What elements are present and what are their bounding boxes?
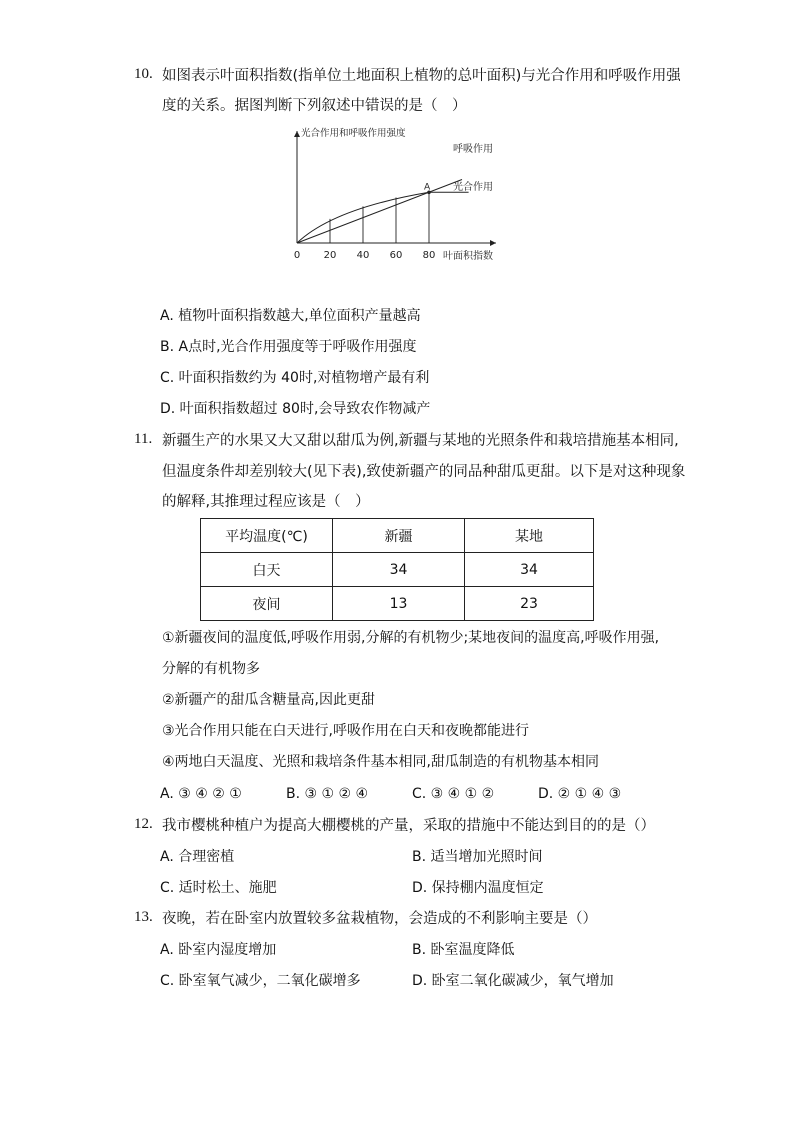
table-cell: 34 <box>465 553 594 587</box>
question-11-option-b[interactable]: B. ③ ① ② ④ <box>286 786 369 802</box>
x-axis-arrow <box>490 240 496 246</box>
respiration-line <box>297 180 462 243</box>
question-12-option-a[interactable]: A. 合理密植 <box>160 849 235 865</box>
table-header-row <box>201 519 594 553</box>
table-row <box>201 587 594 621</box>
statement-1-line-1: ①新疆夜间的温度低,呼吸作用弱,分解的有机物少;某地夜间的温度高,呼吸作用强, <box>162 630 660 646</box>
question-13-option-b[interactable]: B. 卧室温度降低 <box>412 942 515 958</box>
point-a-label: A <box>424 182 431 193</box>
question-11-option-c[interactable]: C. ③ ④ ① ② <box>412 786 495 802</box>
statement-4: ④两地白天温度、光照和栽培条件基本相同,甜瓜制造的有机物基本相同 <box>162 754 599 770</box>
question-12-stem: 我市樱桃种植户为提高大棚樱桃的产量，采取的措施中不能达到目的的是（） <box>162 818 655 834</box>
question-11-stem-line-1: 新疆生产的水果又大又甜以甜瓜为例,新疆与某地的光照条件和栽培措施基本相同, <box>162 433 679 449</box>
respiration-label: 呼吸作用 <box>453 144 493 155</box>
question-10-option-b[interactable]: B. A点时,光合作用强度等于呼吸作用强度 <box>160 339 417 355</box>
question-10-number: 10. <box>134 66 153 82</box>
photosynthesis-curve <box>297 192 469 243</box>
question-11-stem-line-2: 但温度条件却差别较大(见下表),致使新疆产的同品种甜瓜更甜。以下是对这种现象 <box>162 464 686 480</box>
table-header-cell: 某地 <box>465 519 594 553</box>
question-13-stem: 夜晚，若在卧室内放置较多盆栽植物，会造成的不利影响主要是（） <box>162 911 597 927</box>
statement-3: ③光合作用只能在白天进行,呼吸作用在白天和夜晚都能进行 <box>162 723 529 739</box>
question-12-option-c[interactable]: C. 适时松土、施肥 <box>160 880 277 896</box>
question-12-option-b[interactable]: B. 适当增加光照时间 <box>412 849 543 865</box>
question-11-option-d[interactable]: D. ② ① ④ ③ <box>538 786 622 802</box>
question-13-option-a[interactable]: A. 卧室内湿度增加 <box>160 942 277 958</box>
question-10-option-c[interactable]: C. 叶面积指数约为 40时,对植物增产最有利 <box>160 370 430 386</box>
x-tick-label: 40 <box>356 250 370 261</box>
question-10-option-a[interactable]: A. 植物叶面积指数越大,单位面积产量越高 <box>160 308 421 324</box>
question-10-stem-line-1: 如图表示叶面积指数(指单位土地面积上植物的总叶面积)与光合作用和呼吸作用强 <box>162 68 681 84</box>
question-13-option-c[interactable]: C. 卧室氧气减少，二氧化碳增多 <box>160 973 361 989</box>
y-axis-label: 光合作用和呼吸作用强度 <box>301 128 406 139</box>
x-tick-label: 80 <box>422 250 436 261</box>
photosynthesis-label: 光合作用 <box>453 182 493 193</box>
x-tick-label: 60 <box>389 250 403 261</box>
table-header-cell: 平均温度(℃) <box>201 519 333 553</box>
table-cell: 23 <box>465 587 594 621</box>
temperature-table <box>200 518 594 621</box>
statement-2: ②新疆产的甜瓜含糖量高,因此更甜 <box>162 692 376 708</box>
question-13-number: 13. <box>134 909 153 925</box>
table-row <box>201 553 594 587</box>
question-11-number: 11. <box>134 431 153 447</box>
question-10-option-d[interactable]: D. 叶面积指数超过 80时,会导致农作物减产 <box>160 401 431 417</box>
question-13-option-d[interactable]: D. 卧室二氧化碳减少，氧气增加 <box>412 973 614 989</box>
question-11-option-a[interactable]: A. ③ ④ ② ① <box>160 786 242 802</box>
leaf-area-chart <box>282 122 512 270</box>
statement-1-line-2: 分解的有机物多 <box>162 661 260 677</box>
question-12-number: 12. <box>134 816 153 832</box>
question-11-stem-line-3: 的解释,其推理过程应该是（ ） <box>162 494 370 510</box>
table-cell: 夜间 <box>201 587 333 621</box>
y-axis-arrow <box>294 131 300 137</box>
table-header-cell: 新疆 <box>333 519 465 553</box>
x-tick-label: 0 <box>293 250 301 261</box>
x-tick-label: 20 <box>323 250 337 261</box>
table-cell: 白天 <box>201 553 333 587</box>
table-cell: 34 <box>333 553 465 587</box>
table-cell: 13 <box>333 587 465 621</box>
question-12-option-d[interactable]: D. 保持棚内温度恒定 <box>412 880 544 896</box>
x-axis-label: 叶面积指数 <box>443 251 493 262</box>
question-10-stem-line-2: 度的关系。据图判断下列叙述中错误的是（ ） <box>162 98 467 114</box>
